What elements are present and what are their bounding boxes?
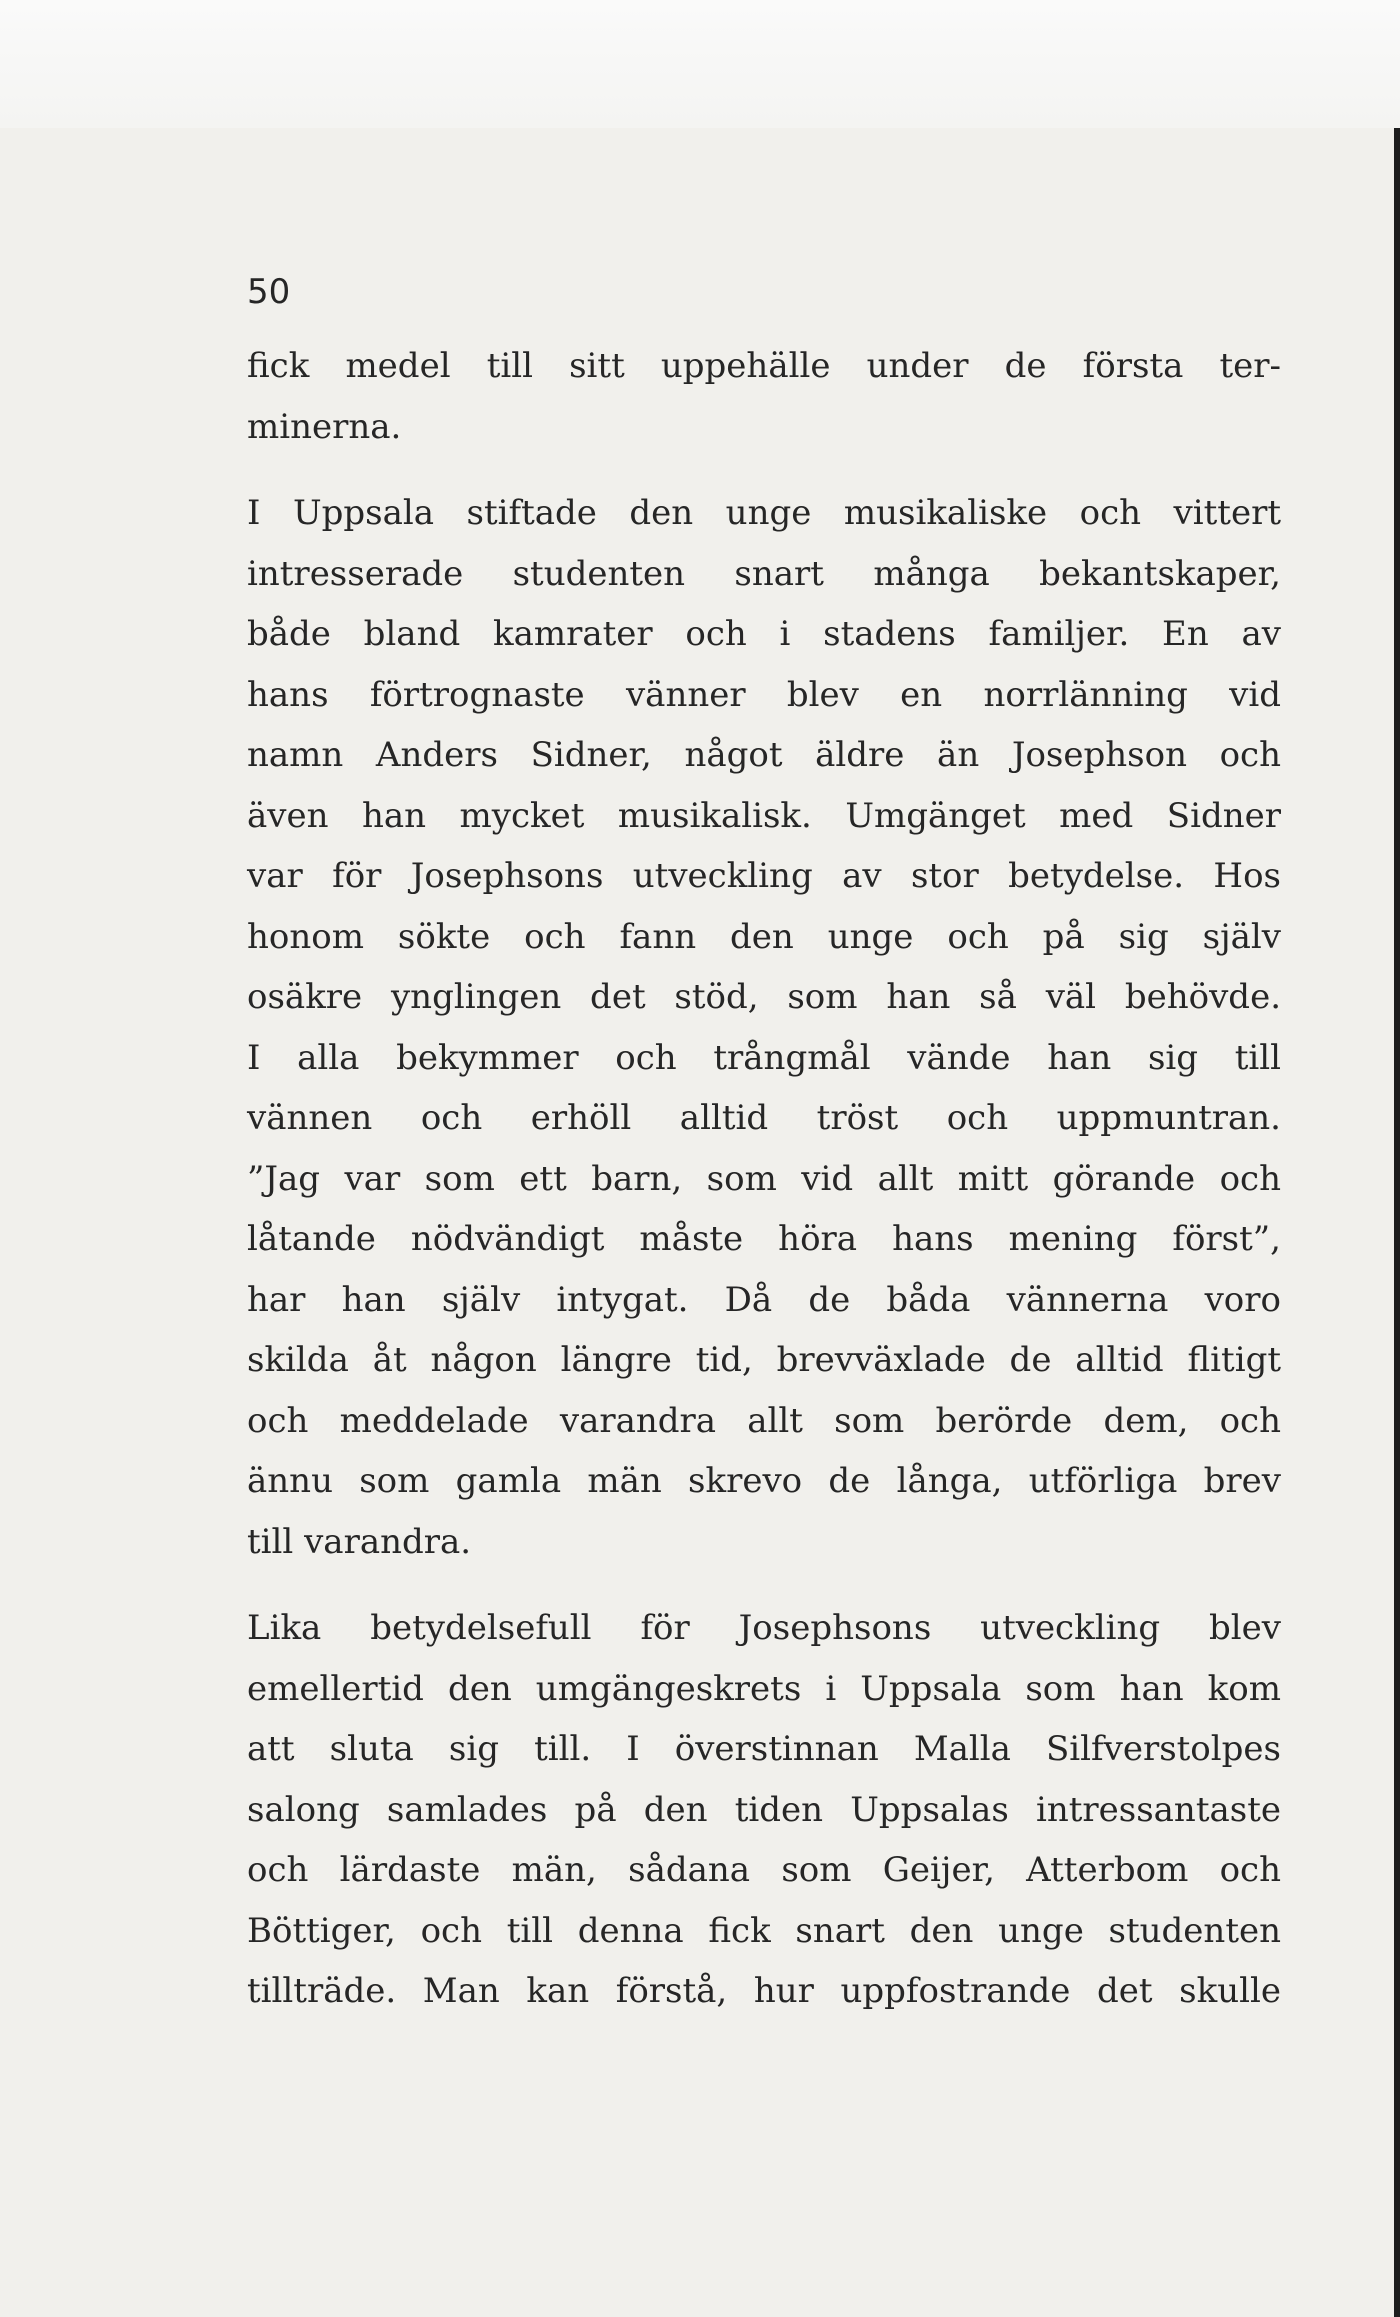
text-line: tillträde. Man kan förstå, hur uppfostrande det skulle <box>247 1971 1281 2011</box>
text-line: ännu som gamla män skrevo de långa, utförliga brev <box>247 1461 1281 1501</box>
scan-background <box>0 0 1400 128</box>
text-line: även han mycket musikalisk. Umgänget med Sidner <box>247 795 1281 836</box>
text-line: intresserade studenten snart många bekantskaper, <box>247 553 1281 594</box>
page-number: 50 <box>247 272 291 312</box>
text-line: Böttiger, och till denna fick snart den unge studenten <box>247 1910 1281 1951</box>
text-line: skilda åt någon längre tid, brevväxlade de alltid flitigt <box>247 1340 1281 1380</box>
text-line: låtande nödvändigt måste höra hans mening först”, <box>247 1219 1281 1259</box>
page-edge <box>1394 128 1400 2317</box>
text-line: honom sökte och fann den unge och på sig själv <box>247 916 1281 957</box>
body-text <box>247 336 1281 2022</box>
text-line: hans förtrognaste vänner blev en norrlänning vid <box>247 674 1281 715</box>
text-line: Lika betydelsefull för Josephsons utveckling blev <box>247 1608 1281 1648</box>
text-line: minerna. <box>247 406 402 447</box>
paragraph <box>247 336 1281 457</box>
text-line: fick medel till sitt uppehälle under de första ter- <box>247 346 1281 386</box>
text-line: till varandra. <box>247 1521 472 1562</box>
text-line: salong samlades på den tiden Uppsalas intressantaste <box>247 1789 1281 1830</box>
text-line: I alla bekymmer och trångmål vände han sig till <box>247 1037 1281 1078</box>
text-line: både bland kamrater och i stadens familjer. En av <box>247 614 1281 654</box>
text-line: och meddelade varandra allt som berörde dem, och <box>247 1400 1281 1441</box>
text-line: ”Jag var som ett barn, som vid allt mitt görande och <box>247 1158 1281 1199</box>
text-line: emellertid den umgängeskrets i Uppsala som han kom <box>247 1668 1281 1709</box>
paragraph <box>247 483 1281 1572</box>
text-line: osäkre ynglingen det stöd, som han så väl behövde. <box>247 977 1281 1017</box>
text-line: har han själv intygat. Då de båda vännerna voro <box>247 1279 1281 1320</box>
text-line: att sluta sig till. I överstinnan Malla Silfverstolpes <box>247 1729 1281 1769</box>
text-line: var för Josephsons utveckling av stor betydelse. Hos <box>247 856 1281 896</box>
text-line: namn Anders Sidner, något äldre än Josephson och <box>247 735 1281 775</box>
text-line: och lärdaste män, sådana som Geijer, Atterbom och <box>247 1850 1281 1890</box>
paragraph <box>247 1598 1281 2022</box>
text-line: vännen och erhöll alltid tröst och uppmuntran. <box>247 1098 1281 1138</box>
text-line: I Uppsala stiftade den unge musikaliske och vittert <box>247 493 1281 533</box>
